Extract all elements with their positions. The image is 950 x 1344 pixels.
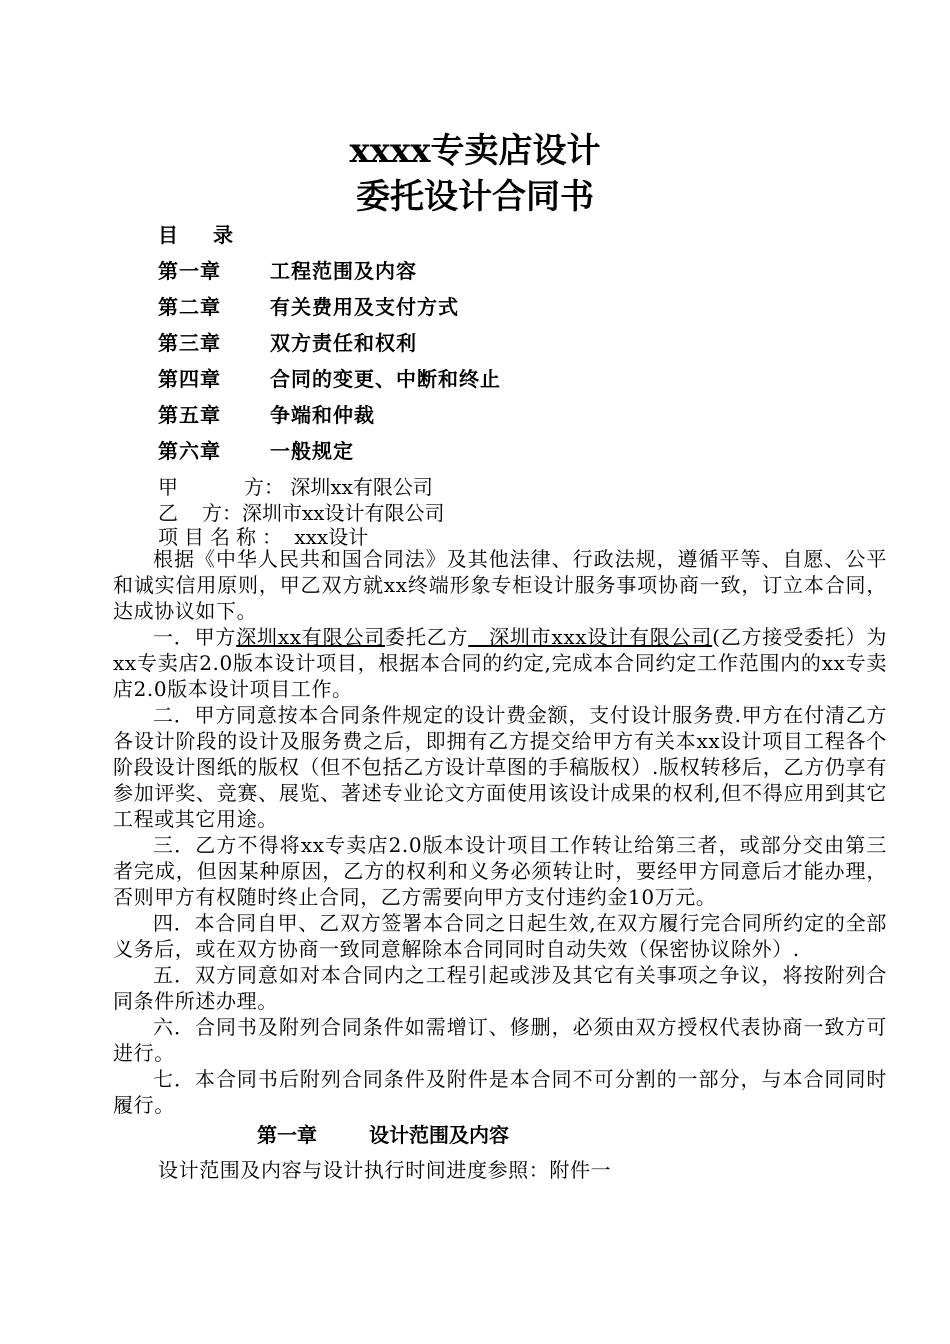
toc-chapter-number: 第一章 [158, 259, 221, 283]
clause-6: 六．合同书及附列合同条件如需增订、修删，必须由双方授权代表协商一致方可进行。 [113, 1015, 887, 1065]
party-b-label: 乙 [158, 501, 178, 525]
document-title: xxxx专卖店设计 [349, 131, 601, 171]
party-a-label: 甲 [158, 475, 178, 499]
chapter-1-title: 设计范围及内容 [369, 1123, 509, 1147]
clause-4: 四．本合同自甲、乙双方签署本合同之日起生效,在双方履行完合同所约定的全部义务后，或在双方协商一致同意解除本合同同时自动失效（保密协议除外）. [113, 911, 887, 961]
clause-1-lead: 一．甲方 [153, 625, 237, 649]
toc-chapter-title: 有关费用及支付方式 [270, 295, 459, 319]
party-a-label-suffix: 方： [244, 475, 284, 499]
toc-chapter-title: 工程范围及内容 [270, 259, 417, 283]
project-name-label: 项目名称： [158, 525, 288, 549]
clause-1 [113, 624, 887, 702]
toc-chapter-title: 争端和仲裁 [270, 403, 375, 427]
project-name-value: xxx设计 [294, 525, 369, 549]
toc-item [158, 330, 501, 366]
toc-chapter-title: 合同的变更、中断和终止 [270, 367, 501, 391]
clause-2: 二．甲方同意按本合同条件规定的设计费金额，支付设计服务费.甲方在付清乙方各设计阶段的设计及服务费之后，即拥有乙方提交给甲方有关本xx设计项目工程各个阶段设计图纸的版权（但不包括乙方设计草图的手稿版权）.版权转移后，乙方仍享有参加评奖、竞赛、展览、著述专业论文方面使用该设计成果的权利,但不得应用到其它工程或其它用途。 [113, 703, 887, 831]
party-a-value: 深圳xx有限公司 [290, 475, 433, 499]
chapter-1-text: 设计范围及内容与设计执行时间进度参照：附件一 [158, 1158, 612, 1182]
toc-chapter-title: 一般规定 [270, 439, 354, 463]
toc-chapter-title: 双方责任和权利 [270, 331, 417, 355]
party-a-line [158, 474, 433, 500]
party-b-line [158, 500, 445, 526]
party-b-label-suffix: 方： [202, 501, 242, 525]
toc-item [158, 258, 501, 294]
toc-item [158, 402, 501, 438]
toc-chapter-number: 第四章 [158, 367, 221, 391]
document-subtitle: 委托设计合同书 [356, 177, 594, 217]
toc-heading: 目录 [158, 223, 268, 247]
contract-body [113, 546, 887, 1118]
intro-paragraph: 根据《中华人民共和国合同法》及其他法律、行政法规，遵循平等、自愿、公平和诚实信用原则，甲乙双方就xx终端形象专柜设计服务事项协商一致，订立本合同，达成协议如下。 [113, 547, 887, 623]
clause-5: 五．双方同意如对本合同内之工程引起或涉及其它有关事项之争议，将按附列合同条件所述办理。 [113, 963, 887, 1013]
clause-7: 七．本合同书后附列合同条件及附件是本合同不可分割的一部分，与本合同同时履行。 [113, 1067, 887, 1117]
toc-chapter-number: 第二章 [158, 295, 221, 319]
party-a-name-underlined: 深圳xx有限公司 [236, 625, 386, 649]
chapter-1-heading [257, 1122, 509, 1148]
toc-chapter-number: 第三章 [158, 331, 221, 355]
toc-chapter-number: 第五章 [158, 403, 221, 427]
toc-chapter-number: 第六章 [158, 439, 221, 463]
chapter-1-number: 第一章 [257, 1123, 317, 1147]
toc-item [158, 438, 501, 474]
party-b-value: 深圳市xx设计有限公司 [242, 501, 445, 525]
clause-3: 三．乙方不得将xx专卖店2.0版本设计项目工作转让给第三者，或部分交由第三者完成，但因某种原因，乙方的权利和义务必须转让时，要经甲方同意后才能办理，否则甲方有权随时终止合同，乙方需要向甲方支付违约金10万元。 [113, 833, 887, 909]
table-of-contents [158, 258, 501, 474]
toc-item [158, 366, 501, 402]
toc-item [158, 294, 501, 330]
party-b-name-underlined: 深圳市xxx设计有限公司 [468, 625, 713, 649]
clause-1-rest: (乙方接受委托）为xx专卖店2.0版本设计项目，根据本合同的约定,完成本合同约定工作范围内的xx专卖店2.0版本设计项目工作。 [113, 625, 888, 701]
clause-1-mid: 委托乙方 [385, 625, 469, 649]
